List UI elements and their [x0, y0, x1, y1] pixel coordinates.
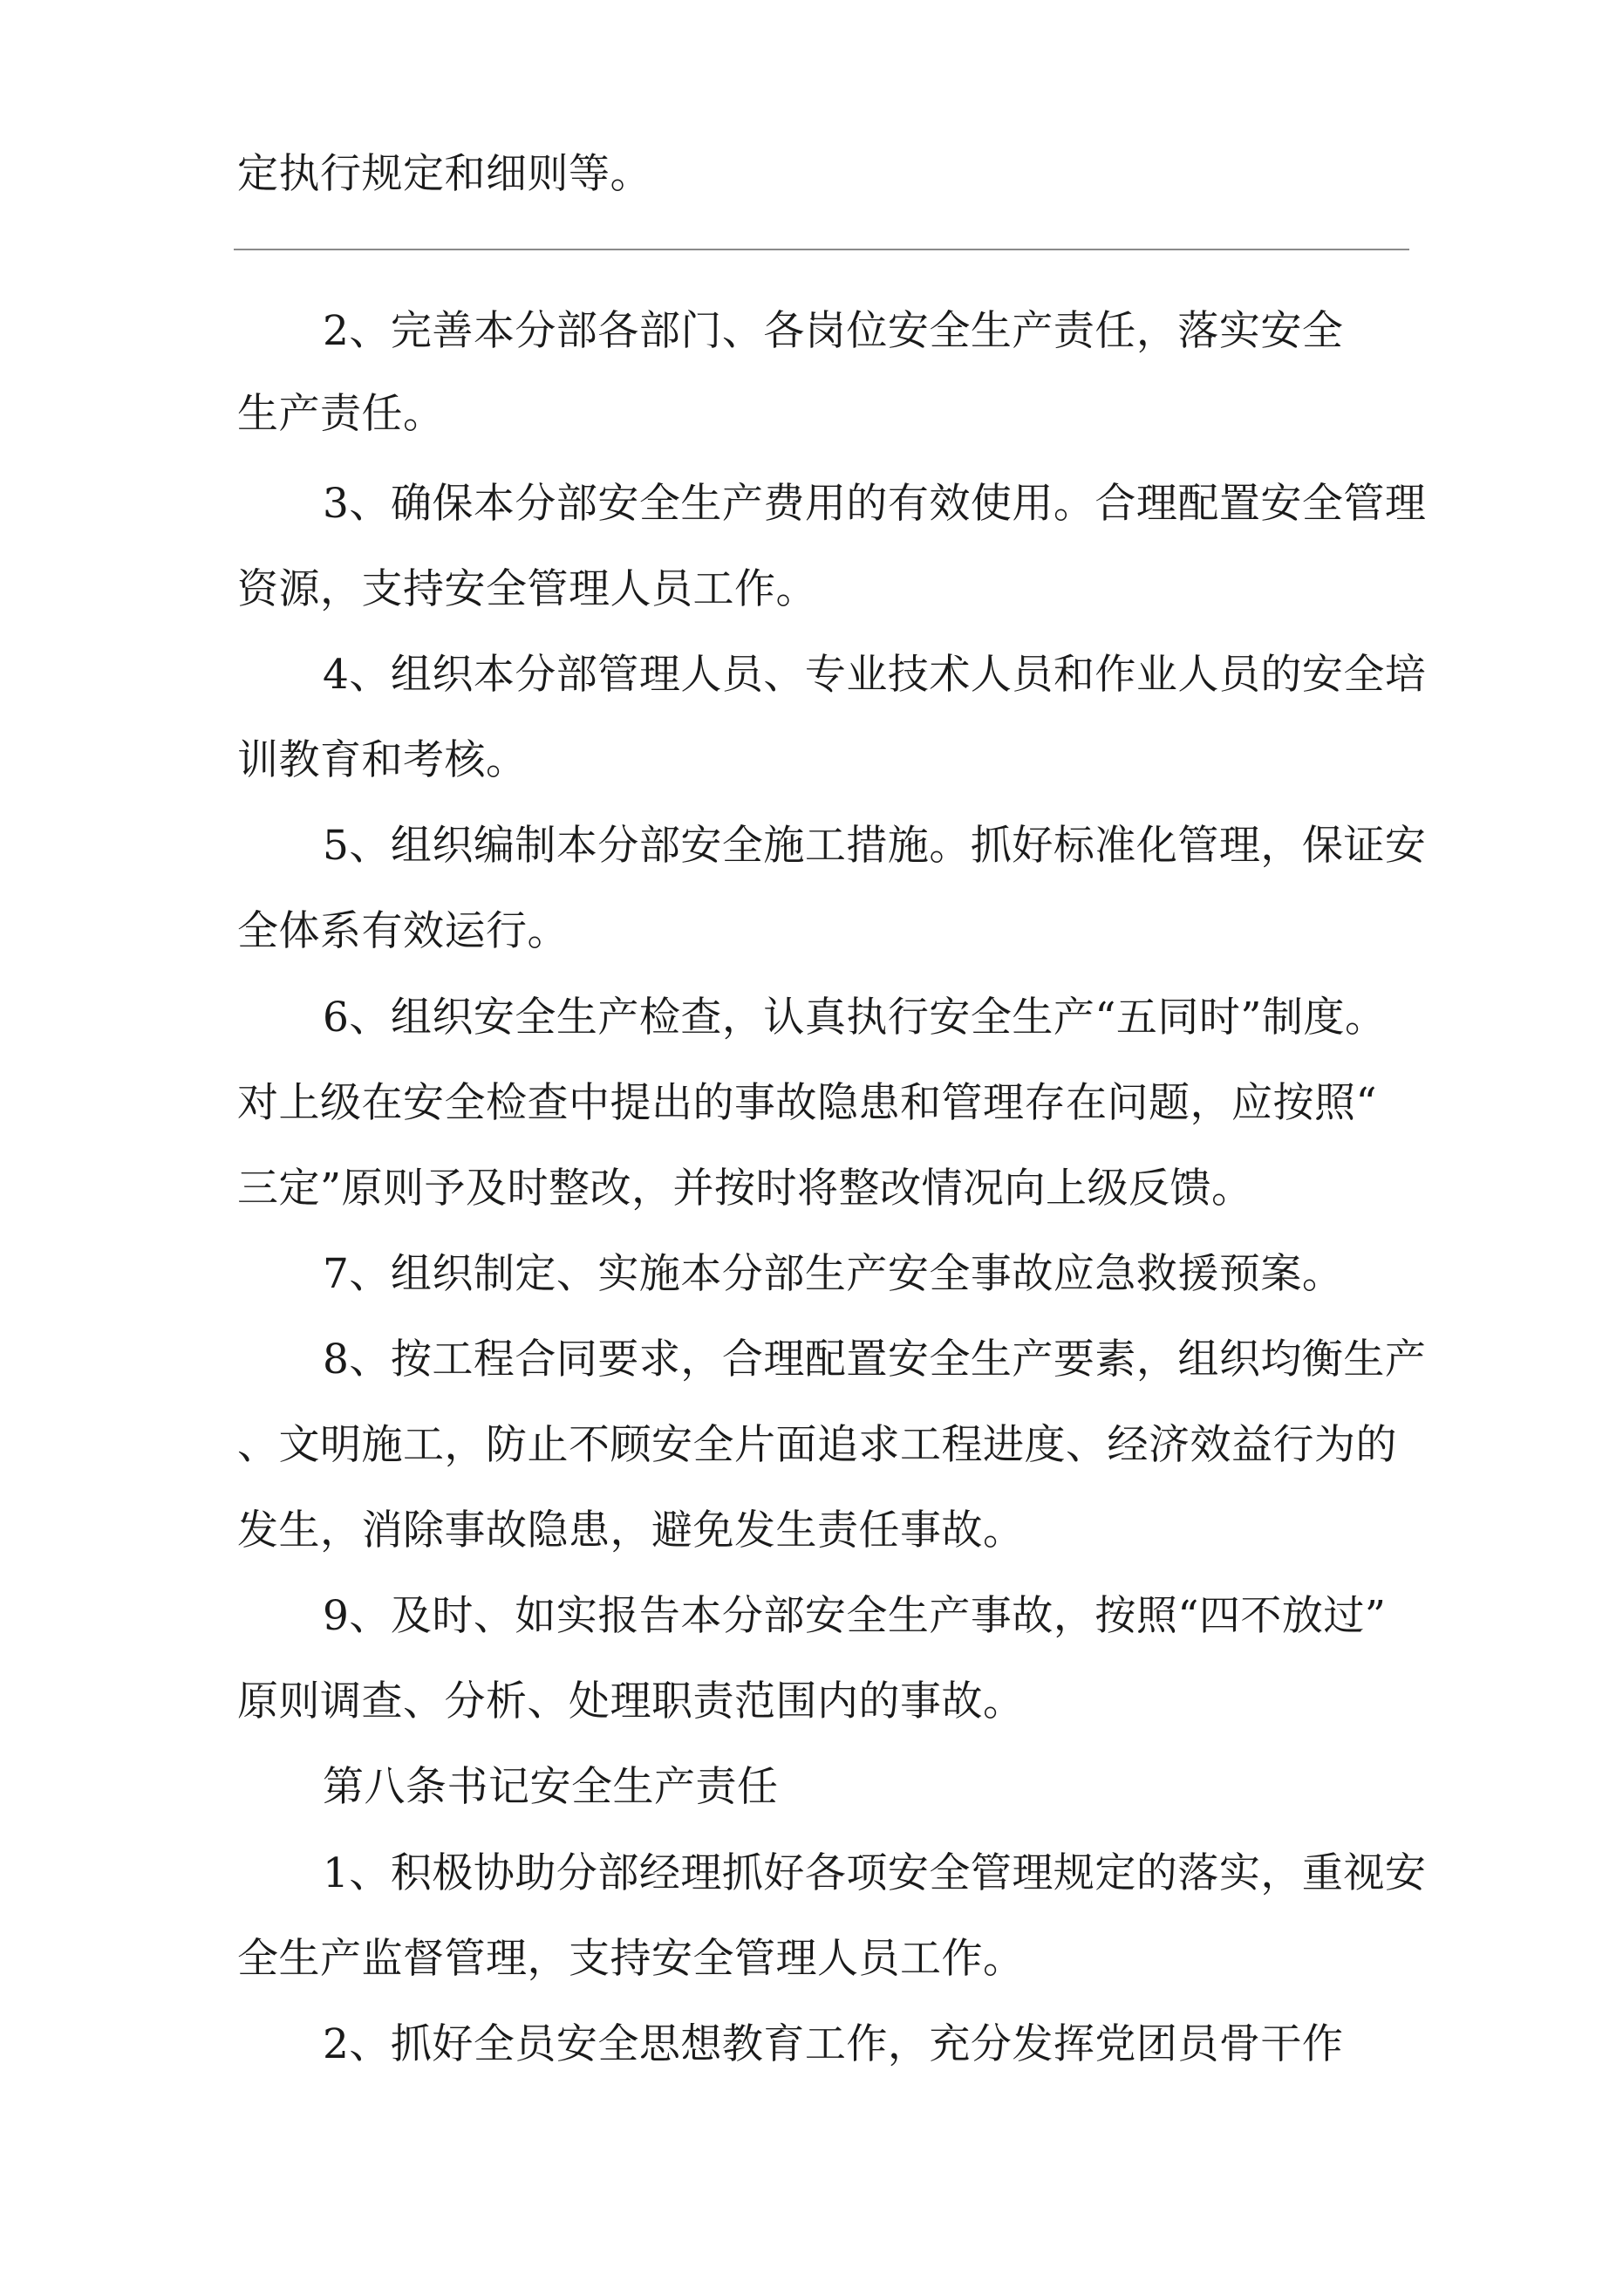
item-9-line-1: 9、及时、如实报告本分部安全生产事故，按照“四不放过”	[323, 1592, 1387, 1640]
item-8-line-2: 、文明施工，防止不顾安全片面追求工程进度、经济效益行为的	[237, 1421, 1397, 1469]
top-fragment-line: 定执行规定和细则等。	[237, 150, 651, 198]
item-3-line-1: 3、确保本分部安全生产费用的有效使用。合理配置安全管理	[323, 480, 1427, 528]
item-6-line-2: 对上级在安全检查中提出的事故隐患和管理存在问题，应按照“	[237, 1079, 1378, 1127]
item-9-line-2: 原则调查、分析、处理职责范围内的事故。	[237, 1678, 1025, 1725]
item-4-line-1: 4、组织本分部管理人员、专业技术人员和作业人员的安全培	[323, 651, 1427, 699]
item-8-line-1: 8、按工程合同要求，合理配置安全生产要素，组织均衡生产	[323, 1336, 1427, 1384]
item-6-line-3: 三定”原则予及时整改，并按时将整改情况向上级反馈。	[237, 1165, 1253, 1213]
item-5-line-2: 全体系有效运行。	[237, 907, 569, 955]
section-item-1-line-2: 全生产监督管理，支持安全管理人员工作。	[237, 1935, 1025, 1983]
horizontal-divider	[234, 249, 1409, 250]
item-2-line-1: 2、完善本分部各部门、各岗位安全生产责任，落实安全	[323, 307, 1344, 355]
item-4-line-2: 训教育和考核。	[237, 736, 528, 784]
item-6-line-1: 6、组织安全生产检查，认真执行安全生产“五同时”制度。	[323, 994, 1387, 1042]
item-2-line-2: 生产责任。	[237, 390, 445, 438]
item-7-line-1: 7、组织制定、实施本分部生产安全事故应急救援预案。	[323, 1250, 1344, 1298]
item-3-line-2: 资源，支持安全管理人员工作。	[237, 565, 817, 613]
section-item-2-line-1: 2、抓好全员安全思想教育工作，充分发挥党团员骨干作	[323, 2020, 1344, 2068]
section-item-1-line-1: 1、积极协助分部经理抓好各项安全管理规定的落实，重视安	[323, 1849, 1427, 1897]
section-heading: 第八条书记安全生产责任	[323, 1763, 779, 1811]
item-5-line-1: 5、组织编制本分部安全施工措施。抓好标准化管理，保证安	[323, 822, 1427, 870]
item-8-line-3: 发生，消除事故隐患，避免发生责任事故。	[237, 1507, 1025, 1555]
